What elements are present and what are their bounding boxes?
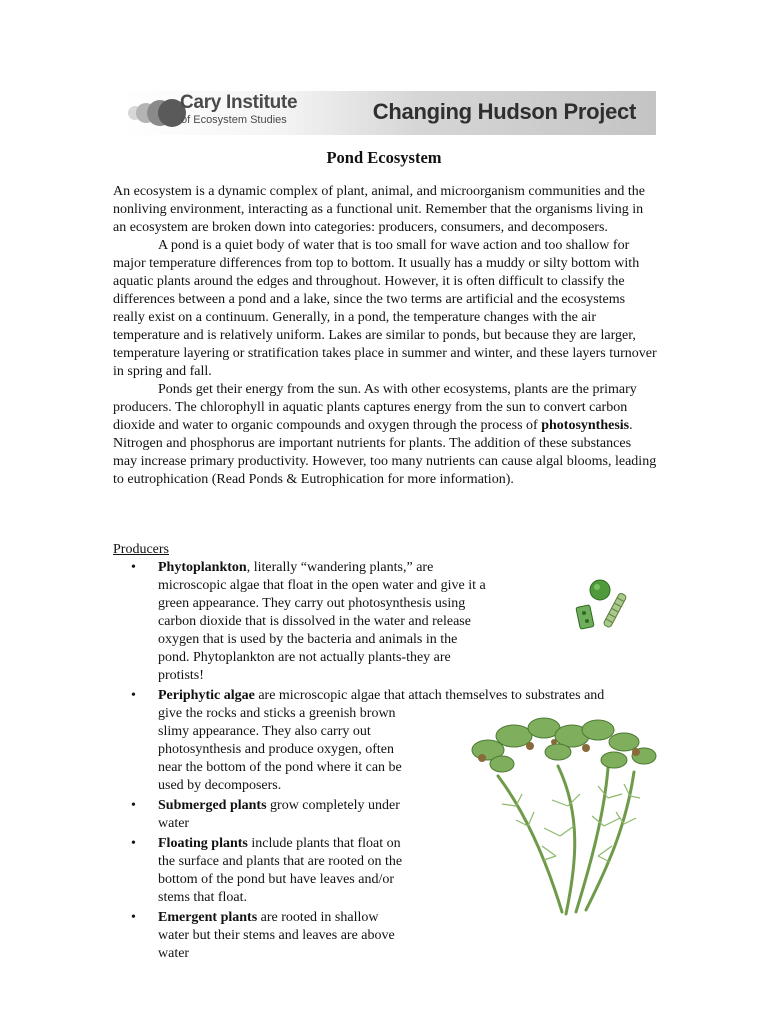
list-item	[113, 797, 413, 833]
bullet-icon: •	[131, 798, 136, 813]
term-submerged-plants: Submerged plants	[158, 798, 267, 813]
paragraph-energy-start: Ponds get their energy from the sun. As with other ecosystems, plants are the primary producers. The chlorophyll in aquatic plants captures energy from the sun to convert carbon dioxide and water to organic compounds and oxygen through the process of	[113, 382, 637, 433]
bullet-icon: •	[131, 910, 136, 925]
list-item	[113, 835, 413, 907]
floating-description: include plants that float on the surface and plants that are rooted on the bottom of the pond but have leaves and/or stems that float.	[158, 836, 403, 905]
cary-logo-circles	[126, 96, 186, 130]
term-periphytic-algae: Periphytic algae	[158, 688, 255, 703]
bullet-icon: •	[131, 836, 136, 851]
project-name: Changing Hudson Project	[372, 99, 636, 124]
phytoplankton-illustration	[570, 576, 632, 632]
list-item	[113, 559, 486, 685]
term-emergent-plants: Emergent plants	[158, 910, 258, 925]
org-subtitle: of Ecosystem Studies	[181, 114, 287, 126]
producers-heading: Producers	[113, 542, 169, 557]
term-phytoplankton: Phytoplankton	[158, 560, 247, 575]
paragraph-ecosystem: An ecosystem is a dynamic complex of plant, animal, and microorganism communities and the nonliving environment, interacting as a functional unit. Remember that the organisms living in an ecosystem are broken down into categories: producers, consumers, and decomposers.	[113, 184, 646, 235]
list-item	[113, 909, 413, 963]
term-photosynthesis: photosynthesis	[541, 418, 630, 433]
aquatic-plant-illustration	[458, 706, 658, 916]
org-name: Cary Institute	[180, 92, 298, 113]
header-banner	[122, 91, 656, 135]
page-title: Pond Ecosystem	[326, 148, 442, 167]
paragraph-energy	[113, 381, 658, 489]
submerged-description: grow completely under water	[158, 798, 400, 831]
body-text	[113, 183, 658, 489]
bullet-icon: •	[131, 560, 136, 575]
periphytic-description-b: give the rocks and sticks a greenish brown slimy appearance. They also carry out photosynthesis and produce oxygen, often near the bottom of the pond where it can be used by decomposers.	[158, 706, 402, 793]
paragraph-energy-end: . Nitrogen and phosphorus are important nutrients for plants. The addition of these substances may increase primary productivity. However, too many nutrients can cause algal blooms, leading to eutrophication (Read Ponds & Eutrophication for more information).	[113, 418, 657, 487]
phytoplankton-description: , literally “wandering plants,” are microscopic algae that float in the open water and give it a green appearance. They carry out photosynthesis using carbon dioxide that is dissolved in the water and release oxygen that is used by the bacteria and animals in the pond. Phytoplankton are not actually plants-they are protists!	[158, 560, 486, 683]
term-floating-plants: Floating plants	[158, 836, 248, 851]
paragraph-pond: A pond is a quiet body of water that is too small for wave action and too shallow for major temperature differences from top to bottom. It usually has a muddy or silty bottom with aquatic plants around the edges and throughout. However, it is often difficult to classify the differences between a pond and a lake, since the two terms are artificial and the ecosystems really exist on a continuum. Generally, in a pond, the temperature changes with the air temperature and is relatively uniform. Lakes are similar to ponds, but because they are larger, temperature layering or stratification takes place in summer and winter, and these layers turnover in spring and fall.	[113, 238, 657, 379]
periphytic-description-a: are microscopic algae that attach themselves to substrates and	[254, 688, 605, 703]
bullet-icon: •	[131, 688, 136, 703]
emergent-description: are rooted in shallow water but their stems and leaves are above water	[158, 910, 395, 961]
